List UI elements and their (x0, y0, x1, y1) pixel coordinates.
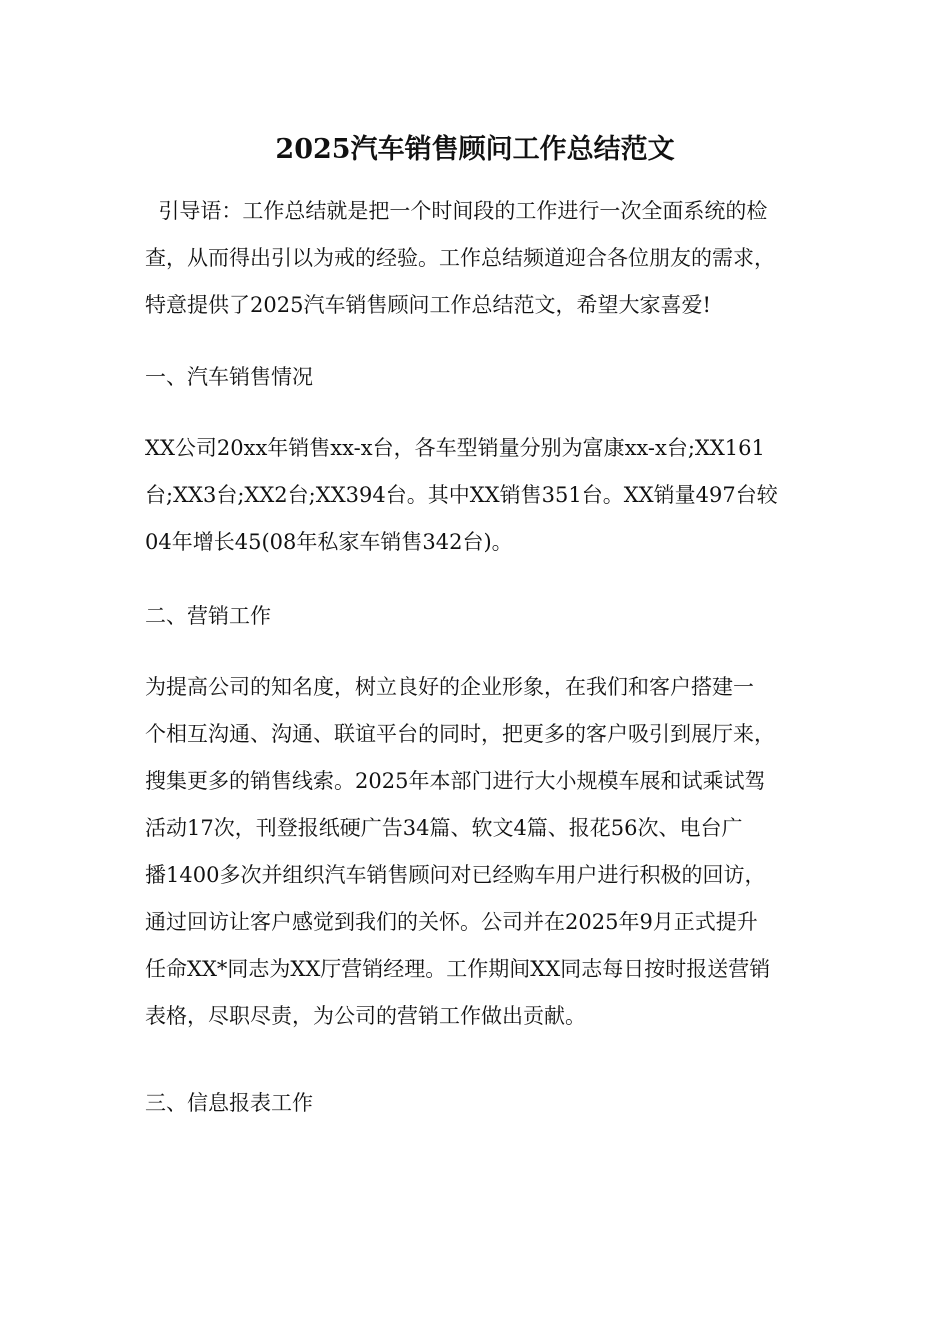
sales-paragraph (145, 425, 810, 566)
section-heading-sales: 一、汽车销售情况 (145, 365, 313, 389)
paragraph-line: 表格，尽职尽责，为公司的营销工作做出贡献。 (145, 1004, 586, 1028)
paragraph-line: 播1400多次并组织汽车销售顾问对已经购车用户进行积极的回访， (145, 863, 766, 887)
section-heading-marketing: 二、营销工作 (145, 604, 271, 628)
paragraph-line: 个相互沟通、沟通、联谊平台的同时，把更多的客户吸引到展厅来， (145, 722, 775, 746)
section-heading-reports: 三、信息报表工作 (145, 1091, 313, 1115)
marketing-paragraph (145, 664, 810, 1040)
paragraph-line: 04年增长45(08年私家车销售342台)。 (145, 530, 513, 554)
paragraph-line: 活动17次，刊登报纸硬广告34篇、软文4篇、报花56次、电台广 (145, 816, 743, 840)
paragraph-line: XX公司20xx年销售xx-x台，各车型销量分别为富康xx-x台;XX161 (145, 436, 765, 460)
paragraph-line: 通过回访让客户感觉到我们的关怀。公司并在2025年9月正式提升 (145, 910, 758, 934)
intro-line: 查，从而得出引以为戒的经验。工作总结频道迎合各位朋友的需求， (145, 246, 775, 270)
intro-paragraph (145, 188, 810, 329)
paragraph-line: 台;XX3台;XX2台;XX394台。其中XX销售351台。XX销量497台较 (145, 483, 778, 507)
paragraph-line: 搜集更多的销售线索。2025年本部门进行大小规模车展和试乘试驾 (145, 769, 766, 793)
paragraph-line: 为提高公司的知名度，树立良好的企业形象，在我们和客户搭建一 (145, 675, 754, 699)
paragraph-line: 任命XX*同志为XX厅营销经理。工作期间XX同志每日按时报送营销 (145, 957, 771, 981)
document-title: 2025汽车销售顾问工作总结范文 (275, 134, 675, 165)
intro-line: 引导语：工作总结就是把一个时间段的工作进行一次全面系统的检 (145, 199, 768, 223)
intro-line: 特意提供了2025汽车销售顾问工作总结范文，希望大家喜爱! (145, 293, 711, 317)
